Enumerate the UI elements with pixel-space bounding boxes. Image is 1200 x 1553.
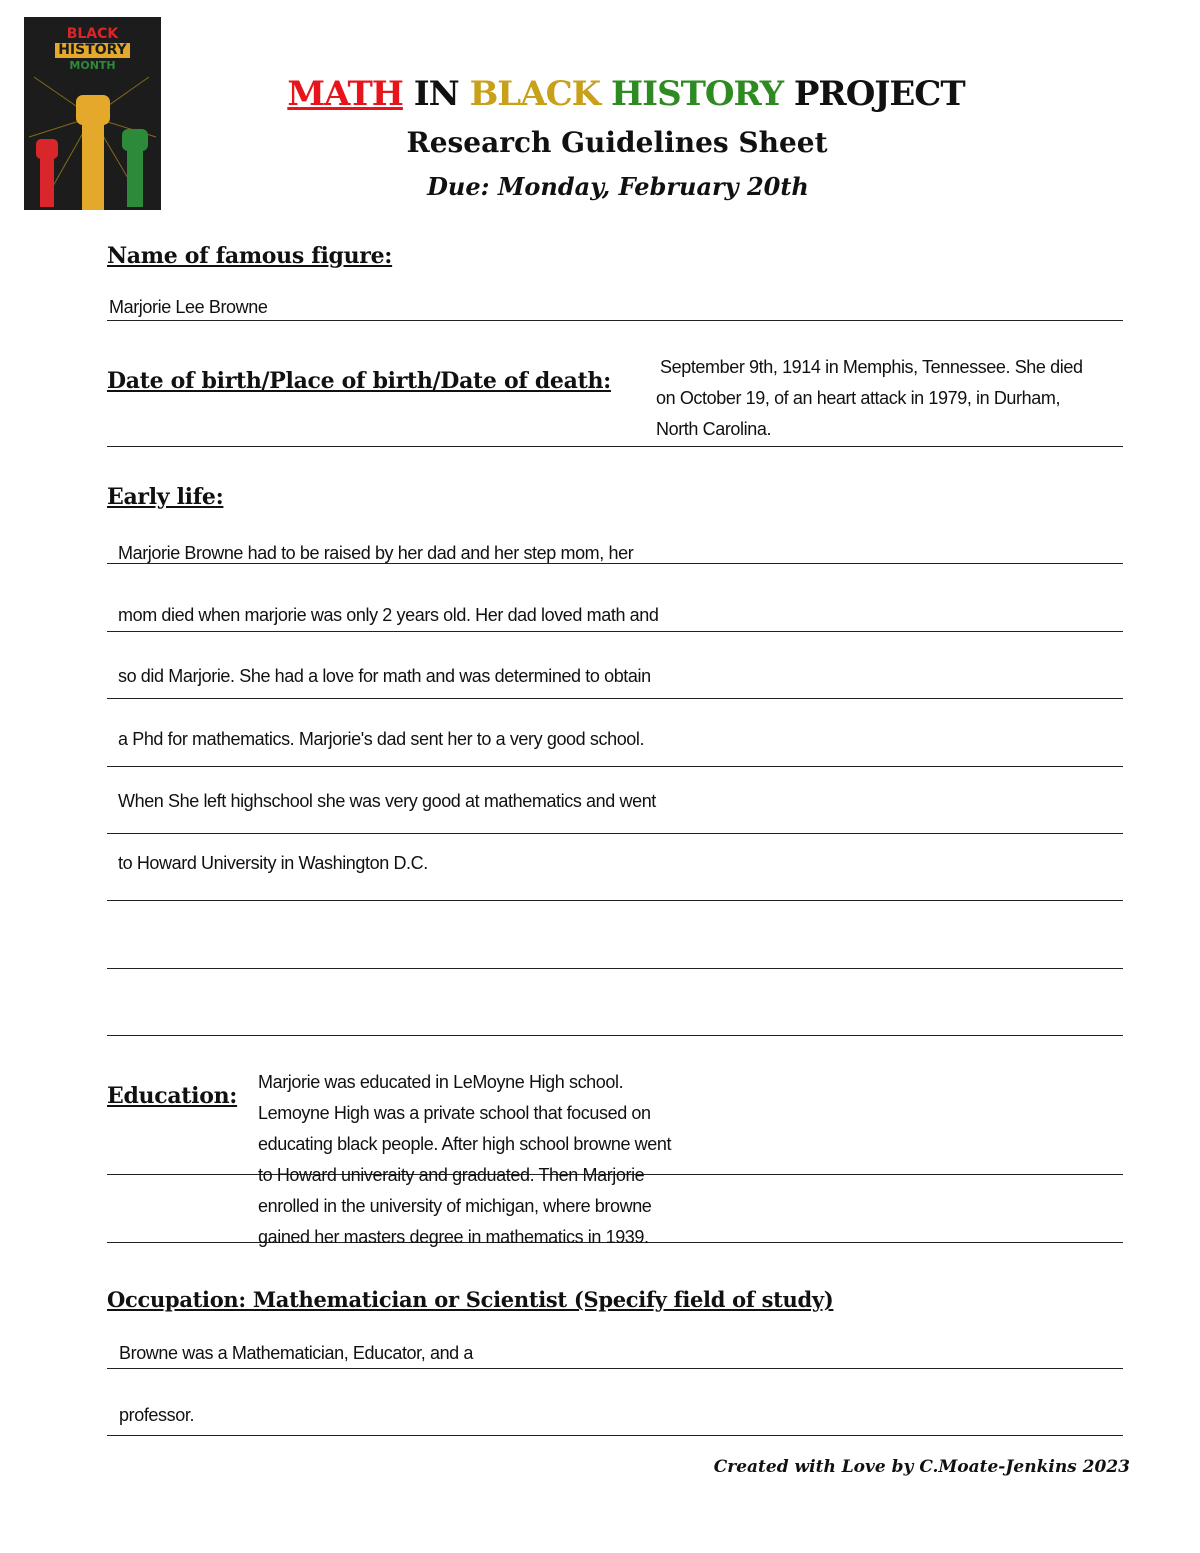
birth-death-answer <box>656 352 1083 445</box>
education-answer <box>258 1067 671 1253</box>
answer-line <box>107 1368 1123 1369</box>
page-subtitle: Research Guidelines Sheet <box>406 126 828 159</box>
title-part: BLACK <box>469 74 601 114</box>
title-part: PROJECT <box>783 74 965 114</box>
birth-death-label: Date of birth/Place of birth/Date of death: <box>107 368 611 394</box>
answer-line <box>107 766 1123 767</box>
logo-line-1: BLACK <box>66 26 119 42</box>
early-life-line-1: Marjorie Browne had to be raised by her dad and her step mom, her <box>118 543 634 563</box>
occupation-line-2: professor. <box>119 1405 195 1425</box>
answer-text-line: Marjorie was educated in LeMoyne High school. <box>258 1072 624 1092</box>
answer-line <box>107 320 1123 321</box>
answer-text-line: gained her masters degree in mathematics in 1939. <box>258 1227 649 1247</box>
education-label: Education: <box>107 1083 238 1109</box>
early-life-line-2: mom died when marjorie was only 2 years old. Her dad loved math and <box>118 605 659 625</box>
due-date: Due: Monday, February 20th <box>427 172 809 201</box>
early-life-line-3: so did Marjorie. She had a love for math and was determined to obtain <box>118 666 651 686</box>
answer-text-line: on October 19, of an heart attack in 1979, in Durham, <box>656 388 1061 408</box>
name-answer: Marjorie Lee Browne <box>109 297 268 317</box>
answer-line <box>107 1035 1123 1036</box>
footer-credit: Created with Love by C.Moate-Jenkins 2023 <box>713 1457 1130 1477</box>
logo-line-3: MONTH <box>69 59 116 72</box>
answer-line <box>107 563 1123 564</box>
page-title <box>0 74 1200 114</box>
answer-text-line: Lemoyne High was a private school that focused on <box>258 1103 651 1123</box>
occupation-line-1: Browne was a Mathematician, Educator, and a <box>119 1343 474 1363</box>
occupation-label: Occupation: Mathematician or Scientist (Specify field of study) <box>107 1287 834 1312</box>
answer-line <box>107 968 1123 969</box>
early-life-line-5: When She left highschool she was very good at mathematics and went <box>118 791 656 811</box>
logo-line-2: HISTORY <box>55 43 130 58</box>
answer-text-line: enrolled in the university of michigan, where browne <box>258 1196 652 1216</box>
early-life-label: Early life: <box>107 484 224 510</box>
title-part: IN <box>402 74 470 114</box>
answer-text-line: North Carolina. <box>656 419 772 439</box>
early-life-line-6: to Howard University in Washington D.C. <box>118 853 428 873</box>
answer-text-line: September 9th, 1914 in Memphis, Tennessee. She died <box>660 357 1083 377</box>
answer-text-line: educating black people. After high school browne went <box>258 1134 672 1154</box>
answer-line <box>107 631 1123 632</box>
answer-line <box>107 446 1123 447</box>
title-part <box>600 74 611 114</box>
answer-text-line: to Howard univeraity and graduated. Then Marjorie <box>258 1165 645 1185</box>
title-part: HISTORY <box>611 74 784 114</box>
answer-line <box>107 1435 1123 1436</box>
answer-line <box>107 833 1123 834</box>
title-part: MATH <box>287 74 403 114</box>
early-life-line-4: a Phd for mathematics. Marjorie's dad sent her to a very good school. <box>118 729 645 749</box>
answer-line <box>107 900 1123 901</box>
name-label: Name of famous figure: <box>107 243 393 269</box>
answer-line <box>107 698 1123 699</box>
